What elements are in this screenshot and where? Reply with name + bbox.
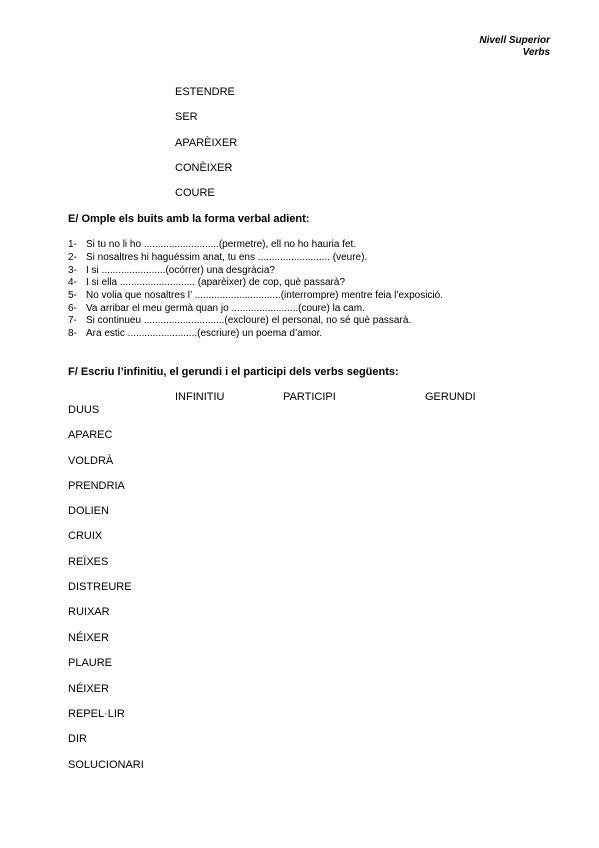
item-text: Ara estic .........................(escriure) un poema d’amor. xyxy=(86,328,323,339)
verb-row: DIR xyxy=(68,733,87,745)
top-verb: ESTENDRE xyxy=(175,86,235,98)
exercise-item xyxy=(68,277,345,289)
verb-row: DISTREURE xyxy=(68,581,132,593)
item-number: 8- xyxy=(68,328,77,339)
item-text: Si tu no li ho ...........................(permetre), ell no ho hauria fet. xyxy=(86,239,357,250)
verb-row: APAREC xyxy=(68,429,113,441)
top-verb: SER xyxy=(175,111,198,123)
item-number: 4- xyxy=(68,277,77,288)
verb-row: SOLUCIONARI xyxy=(68,759,144,771)
verb-row: REÏXES xyxy=(68,556,109,568)
item-number: 1- xyxy=(68,239,77,250)
exercise-item xyxy=(68,315,411,327)
column-header-gerundi: GERUNDI xyxy=(425,391,476,403)
top-verb: CONÈIXER xyxy=(175,162,233,174)
exercise-item xyxy=(68,328,322,340)
item-number: 5- xyxy=(68,290,77,301)
verb-row: PLAURE xyxy=(68,657,113,669)
item-text: Va arribar el meu germà quan jo ........................(coure) la cam. xyxy=(86,303,365,314)
verb-row: VOLDRÀ xyxy=(68,455,114,467)
header-topic: Verbs xyxy=(522,47,550,58)
item-number: 6- xyxy=(68,303,77,314)
verb-row: NÉIXER xyxy=(68,632,109,644)
item-text: Si nosaltres hi haguéssim anat, tu ens .......................... (veure). xyxy=(86,252,368,263)
column-header-infinitiu: INFINITIU xyxy=(175,391,225,403)
item-text: No volia que nosaltres l’ ...............................(interrompre) mentre feia l’exposició. xyxy=(86,290,443,301)
top-verb: COURE xyxy=(175,187,215,199)
section-f-title: F/ Escriu l’infinitiu, el gerundi i el participi dels verbs següents: xyxy=(68,366,399,378)
exercise-item xyxy=(68,303,365,315)
verb-row: REPEL·LIR xyxy=(68,708,125,720)
section-e-title: E/ Omple els buits amb la forma verbal adient: xyxy=(68,213,310,225)
exercise-item xyxy=(68,290,443,302)
item-number: 3- xyxy=(68,265,77,276)
item-text: Si continueu .............................(excloure) el personal, no sé què passarà. xyxy=(86,315,412,326)
verb-row: RUIXAR xyxy=(68,606,110,618)
exercise-item xyxy=(68,239,356,251)
exercise-item xyxy=(68,252,367,264)
top-verb: APARÈIXER xyxy=(175,137,238,149)
verb-row: PRENDRIA xyxy=(68,480,125,492)
item-text: I si ella ........................... (aparèixer) de cop, què passarà? xyxy=(86,277,346,288)
item-text: I si .......................(ocórrer) una desgràcia? xyxy=(86,265,275,276)
item-number: 7- xyxy=(68,315,77,326)
column-header-participi: PARTICIPI xyxy=(283,391,336,403)
verb-row: NÉIXER xyxy=(68,683,109,695)
verb-row: DOLIEN xyxy=(68,505,109,517)
item-number: 2- xyxy=(68,252,77,263)
verb-row: DUUS xyxy=(68,404,100,416)
exercise-item xyxy=(68,265,275,277)
header-level: Nivell Superior xyxy=(479,35,550,46)
verb-row: CRUIX xyxy=(68,530,103,542)
